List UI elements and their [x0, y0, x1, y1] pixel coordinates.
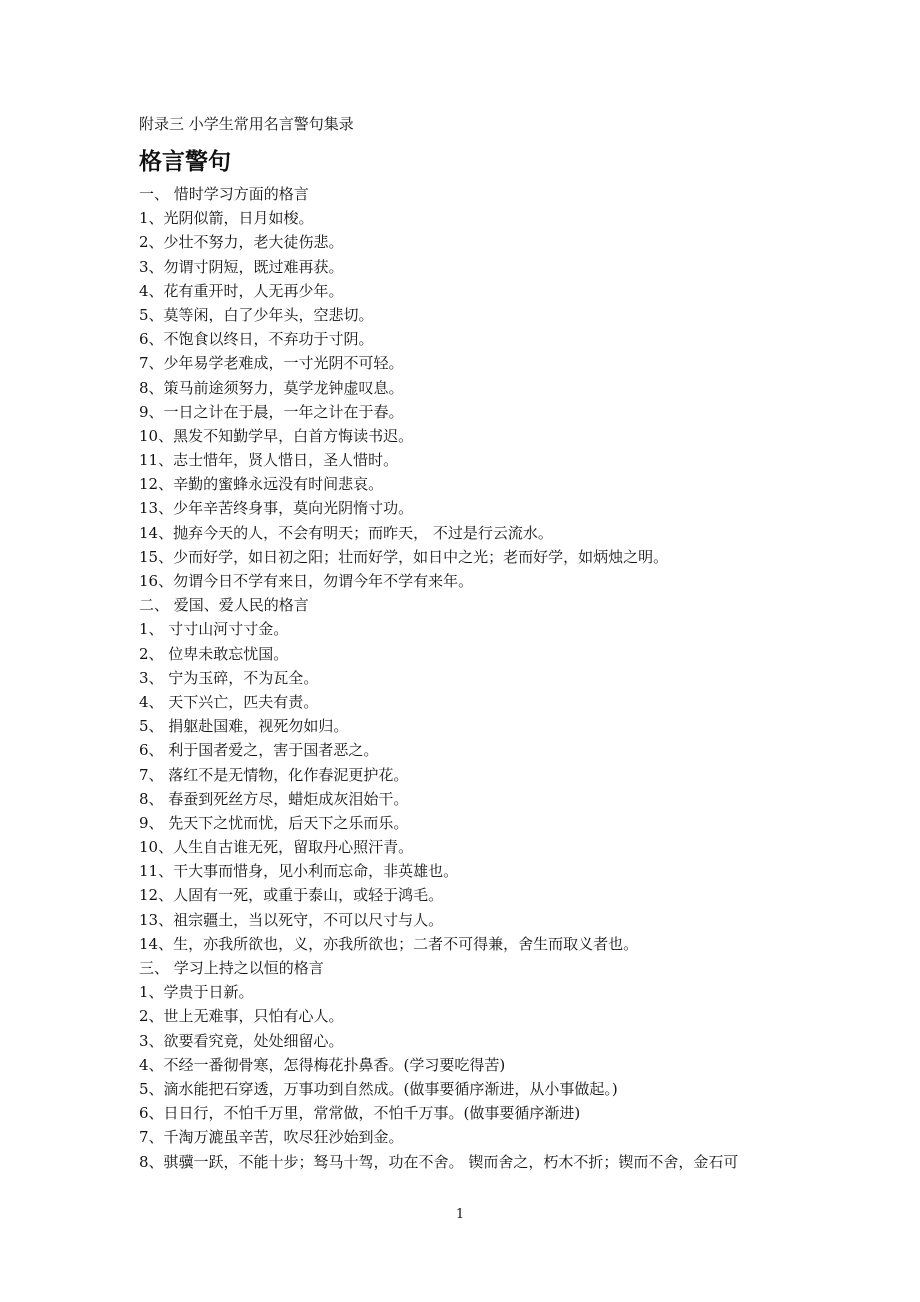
appendix-heading: 附录三 小学生常用名言警句集录 — [139, 115, 354, 133]
quote-line: 13、祖宗疆土，当以死守，不可以尺寸与人。 — [139, 910, 444, 929]
quote-line: 4、 天下兴亡，匹夫有责。 — [139, 692, 319, 711]
quote-line: 8、 春蚕到死丝方尽，蜡炬成灰泪始干。 — [139, 789, 409, 808]
quote-line: 8、策马前途须努力，莫学龙钟虚叹息。 — [139, 378, 404, 397]
quote-line: 1、光阴似箭，日月如梭。 — [139, 209, 314, 228]
section-heading: 一、 惜时学习方面的格言 — [139, 185, 309, 203]
quote-line: 12、辛勤的蜜蜂永远没有时间悲哀。 — [139, 475, 384, 494]
quote-line: 2、世上无难事，只怕有心人。 — [139, 1007, 344, 1026]
quote-line: 3、勿谓寸阴短，既过难再获。 — [139, 257, 344, 276]
quote-line: 12、人固有一死，或重于泰山，或轻于鸿毛。 — [139, 886, 444, 905]
quote-line: 2、 位卑未敢忘忧国。 — [139, 644, 289, 663]
quote-line: 7、少年易学老难成，一寸光阴不可轻。 — [139, 354, 404, 373]
document-body — [139, 112, 819, 1174]
section-heading: 二、 爱国、爱人民的格言 — [139, 596, 309, 615]
quote-list — [139, 182, 819, 1174]
quote-line: 14、生，亦我所欲也，义，亦我所欲也；二者不可得兼，舍生而取义者也。 — [139, 934, 639, 953]
quote-line: 6、 利于国者爱之，害于国者恶之。 — [139, 741, 379, 760]
quote-line: 5、滴水能把石穿透，万事功到自然成。(做事要循序渐进，从小事做起。) — [139, 1079, 618, 1098]
quote-line: 1、 寸寸山河寸寸金。 — [139, 620, 289, 639]
quote-line: 10、黑发不知勤学早，白首方悔读书迟。 — [139, 426, 414, 445]
quote-line: 15、少而好学，如日初之阳；壮而好学，如日中之光；老而好学，如炳烛之明。 — [139, 547, 669, 566]
quote-line: 6、日日行，不怕千万里，常常做，不怕千万事。(做事要循序渐进) — [139, 1104, 581, 1123]
quote-line: 3、欲要看究竟，处处细留心。 — [139, 1031, 344, 1050]
quote-line: 14、抛弃今天的人，不会有明天；而昨天， 不过是行云流水。 — [139, 523, 553, 542]
quote-line: 6、不饱食以终日，不弃功于寸阴。 — [139, 330, 374, 349]
quote-line: 9、一日之计在于晨，一年之计在于春。 — [139, 402, 404, 421]
page-title: 格言警句 — [139, 149, 231, 175]
section-heading: 三、 学习上持之以恒的格言 — [139, 959, 324, 977]
quote-line: 1、学贵于日新。 — [139, 983, 254, 1002]
quote-line: 9、 先天下之忧而忧，后天下之乐而乐。 — [139, 813, 409, 832]
quote-line: 3、 宁为玉碎，不为瓦全。 — [139, 668, 319, 687]
quote-line: 11、志士惜年，贤人惜日，圣人惜时。 — [139, 451, 399, 470]
quote-line: 8、骐骥一跃，不能十步；驽马十驾，功在不舍。 锲而舍之，朽木不折；锲而不舍，金石可 — [139, 1152, 739, 1171]
page-number: 1 — [455, 1207, 465, 1222]
quote-line: 13、少年辛苦终身事，莫向光阴惰寸功。 — [139, 499, 414, 518]
quote-line: 7、千淘万漉虽辛苦，吹尽狂沙始到金。 — [139, 1128, 404, 1147]
quote-line: 7、 落红不是无情物，化作春泥更护花。 — [139, 765, 409, 784]
quote-line: 4、不经一番彻骨寒，怎得梅花扑鼻香。(学习要吃得苦) — [139, 1055, 506, 1074]
quote-line: 5、 捐躯赴国难，视死勿如归。 — [139, 717, 349, 736]
quote-line: 2、少壮不努力，老大徒伤悲。 — [139, 233, 344, 252]
quote-line: 11、干大事而惜身，见小利而忘命，非英雄也。 — [139, 862, 459, 881]
quote-line: 10、人生自古谁无死，留取丹心照汗青。 — [139, 838, 414, 857]
quote-line: 5、莫等闲，白了少年头，空悲切。 — [139, 305, 374, 324]
quote-line: 4、花有重开时，人无再少年。 — [139, 281, 344, 300]
quote-line: 16、勿谓今日不学有来日，勿谓今年不学有来年。 — [139, 572, 474, 590]
